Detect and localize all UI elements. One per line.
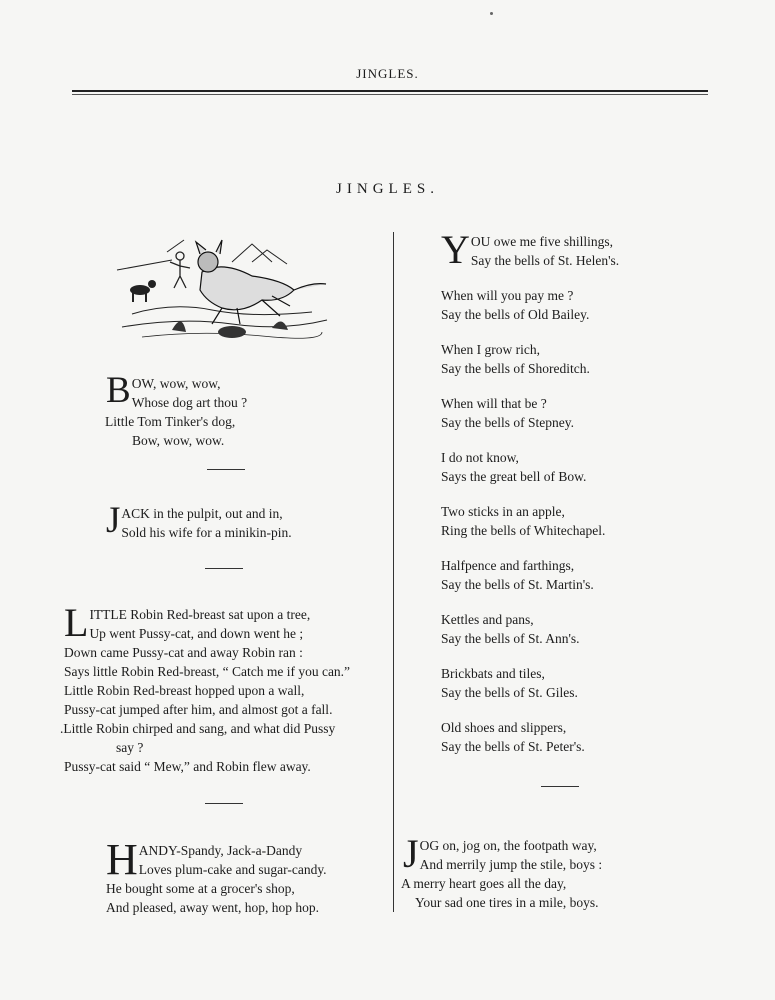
header-rule-thin [72,94,708,95]
verse-line: Whose dog art thou ? [131,395,248,410]
section-rule [541,786,579,787]
section-rule [207,469,245,470]
verse-line: OG on, jog on, the footpath way, [419,838,597,853]
bells-couplet [441,340,741,378]
bells-opening [441,227,741,272]
verse-line: Little Robin Red-breast hopped upon a wall, [64,683,305,698]
verse-line: OW, wow, wow, [131,376,221,391]
verse-line: Say the bells of Stepney. [441,415,574,430]
verse-line: Two sticks in an apple, [441,504,565,519]
bells-couplet [441,610,741,648]
verse-line: A merry heart goes all the day, [401,876,567,891]
dropcap: H [106,835,138,884]
running-head: JINGLES. [356,66,419,81]
verse-line: Halfpence and farthings, [441,558,575,573]
bells-couplet [441,286,741,324]
verse-line: Little Tom Tinker's dog, [105,414,236,429]
verse-line: And pleased, away went, hop, hop hop. [106,900,319,915]
verse-line: When I grow rich, [441,342,540,357]
verse-line: Says little Robin Red-breast, “ Catch me if you can.” [64,664,351,679]
dropcap: J [403,831,419,876]
verse-line: Old shoes and slippers, [441,720,567,735]
verse-line: ANDY-Spandy, Jack-a-Dandy [138,843,303,858]
verse-line: Say the bells of Old Bailey. [441,307,590,322]
verse-line: When will you pay me ? [441,288,574,303]
verse-line: I do not know, [441,450,519,465]
bells-couplet [441,718,741,756]
verse-line: Say the bells of St. Ann's. [441,631,580,646]
dropcap: Y [441,227,470,272]
verse-line: Your sad one tires in a mile, boys. [415,895,599,910]
verse-line: Bow, wow, wow. [132,433,225,448]
dropcap: J [106,500,121,541]
verse-line: Say the bells of St. Helen's. [470,253,620,268]
bells-couplet [441,556,741,594]
header-rule [72,90,708,92]
stanza-jog-on [401,831,701,912]
stanza-handy-spandy [106,835,386,917]
verse-line: Brickbats and tiles, [441,666,545,681]
verse-line: When will that be ? [441,396,547,411]
verse-line: say ? [116,740,144,755]
verse-line: Say the bells of Shoreditch. [441,361,590,376]
stanza-bow-wow [105,370,386,450]
bells-couplet [441,448,741,486]
verse-line: Down came Pussy-cat and away Robin ran : [64,645,303,660]
verse-line: Pussy-cat jumped after him, and almost got a fall. [64,702,333,717]
verse-line: Sold his wife for a minikin-pin. [121,525,292,540]
verse-line: Say the bells of St. Martin's. [441,577,594,592]
page-title: JINGLES. [336,181,439,197]
verse-line: ITTLE Robin Red-breast sat upon a tree, [89,607,311,622]
verse-line: .Little Robin chirped and sang, and what did Pussy [60,721,336,736]
section-rule [205,803,243,804]
dropcap: B [106,370,131,411]
stanza-bells [441,227,741,756]
column-divider [393,232,394,912]
dog-chasing-boy-engraving-icon [112,232,338,350]
verse-line: Says the great bell of Bow. [441,469,587,484]
verse-line: He bought some at a grocer's shop, [106,881,295,896]
bells-couplet [441,394,741,432]
bells-couplet [441,502,741,540]
verse-line: OU owe me five shillings, [470,234,613,249]
verse-line: And merrily jump the stile, boys : [419,857,603,872]
verse-line: Loves plum-cake and sugar-candy. [138,862,327,877]
stanza-robin [60,600,384,776]
dropcap: L [64,600,89,645]
verse-line: ACK in the pulpit, out and in, [121,506,283,521]
verse-line: Pussy-cat said “ Mew,” and Robin flew away. [64,759,311,774]
section-rule [205,568,243,569]
print-speck [490,12,493,15]
verse-line: Up went Pussy-cat, and down went he ; [89,626,304,641]
verse-line: Say the bells of St. Giles. [441,685,578,700]
stanza-jack [106,500,386,542]
verse-line: Ring the bells of Whitechapel. [441,523,606,538]
verse-line: Kettles and pans, [441,612,534,627]
bells-couplet [441,664,741,702]
verse-line: Say the bells of St. Peter's. [441,739,585,754]
